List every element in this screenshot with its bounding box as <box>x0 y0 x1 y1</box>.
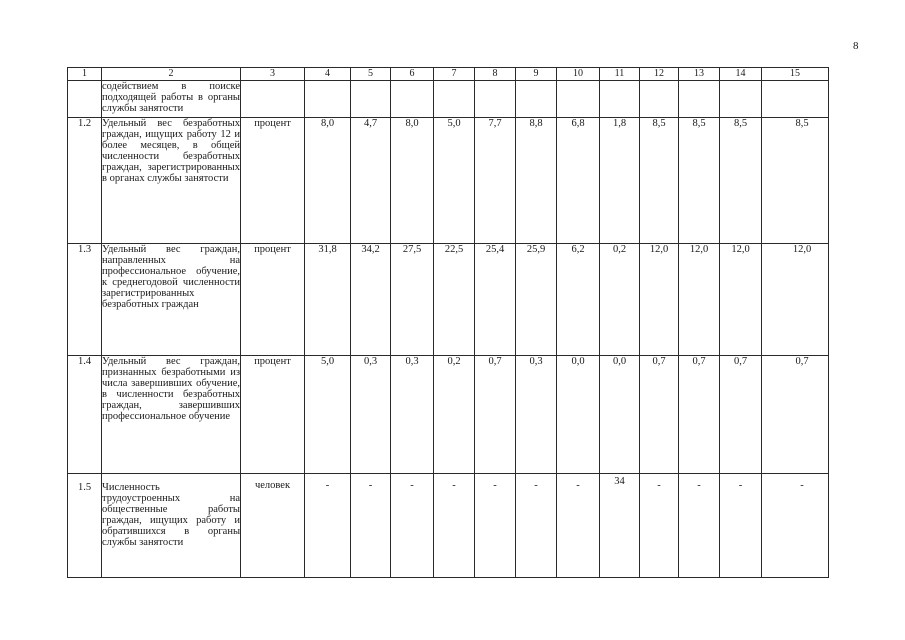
indicator-description: Удельный вес безработных граждан, ищущих работу 12 и более месяцев, в общей численности безработных граждан, зарегистрированных в органах службы занятости <box>102 118 241 244</box>
column-number: 7 <box>434 68 475 81</box>
row-number: 1.2 <box>68 118 102 244</box>
value-cell: - <box>351 474 391 578</box>
value-cell: 0,7 <box>762 356 829 474</box>
value-cell: 8,5 <box>762 118 829 244</box>
page-number: 8 <box>853 40 859 52</box>
column-number: 12 <box>640 68 679 81</box>
value-cell: 0,3 <box>516 356 557 474</box>
value-cell: 8,5 <box>640 118 679 244</box>
row-number: 1.5 <box>68 474 102 578</box>
column-number: 11 <box>600 68 640 81</box>
value-cell <box>305 81 351 118</box>
table-row <box>68 118 829 244</box>
unit-of-measure <box>241 81 305 118</box>
value-cell <box>391 81 434 118</box>
value-cell: 22,5 <box>434 244 475 356</box>
table-row <box>68 474 829 578</box>
column-number: 14 <box>720 68 762 81</box>
value-cell: 0,7 <box>679 356 720 474</box>
value-cell <box>351 81 391 118</box>
row-number <box>68 81 102 118</box>
column-number: 9 <box>516 68 557 81</box>
value-cell: 0,3 <box>391 356 434 474</box>
value-cell <box>679 81 720 118</box>
indicators-table <box>67 67 829 578</box>
value-cell: 0,0 <box>600 356 640 474</box>
value-cell: 0,2 <box>600 244 640 356</box>
value-cell: 1,8 <box>600 118 640 244</box>
value-cell: 27,5 <box>391 244 434 356</box>
value-cell: 0,2 <box>434 356 475 474</box>
value-cell: 0,7 <box>640 356 679 474</box>
indicator-description: Удельный вес граждан, признанных безработными из числа завершивших обучение, в численности безработных граждан, завершивших профессиональное обучение <box>102 356 241 474</box>
value-cell: - <box>762 474 829 578</box>
value-cell: - <box>475 474 516 578</box>
value-cell: 0,0 <box>557 356 600 474</box>
value-cell: 0,7 <box>475 356 516 474</box>
table-row <box>68 244 829 356</box>
value-cell: 25,4 <box>475 244 516 356</box>
value-cell: - <box>516 474 557 578</box>
value-cell: 34 <box>600 474 640 578</box>
table-row <box>68 356 829 474</box>
value-cell <box>720 81 762 118</box>
value-cell <box>600 81 640 118</box>
value-cell: 12,0 <box>640 244 679 356</box>
row-number: 1.4 <box>68 356 102 474</box>
value-cell: - <box>557 474 600 578</box>
value-cell: 0,7 <box>720 356 762 474</box>
value-cell <box>434 81 475 118</box>
value-cell: - <box>640 474 679 578</box>
unit-of-measure: человек <box>241 474 305 578</box>
value-cell: 6,8 <box>557 118 600 244</box>
value-cell: 31,8 <box>305 244 351 356</box>
value-cell: - <box>391 474 434 578</box>
value-cell <box>475 81 516 118</box>
table-row <box>68 81 829 118</box>
indicator-description: Численность трудоустроенных на общественные работы граждан, ищущих работу и обратившихся в органы службы занятости <box>102 474 241 578</box>
value-cell: 5,0 <box>305 356 351 474</box>
column-number: 10 <box>557 68 600 81</box>
value-cell <box>762 81 829 118</box>
column-number: 6 <box>391 68 434 81</box>
value-cell: 8,8 <box>516 118 557 244</box>
value-cell: 8,5 <box>679 118 720 244</box>
value-cell: 12,0 <box>720 244 762 356</box>
row-number: 1.3 <box>68 244 102 356</box>
column-number: 2 <box>102 68 241 81</box>
value-cell: 8,0 <box>391 118 434 244</box>
column-number: 3 <box>241 68 305 81</box>
value-cell: 8,0 <box>305 118 351 244</box>
value-cell: - <box>720 474 762 578</box>
column-number: 15 <box>762 68 829 81</box>
value-cell: 4,7 <box>351 118 391 244</box>
column-number: 4 <box>305 68 351 81</box>
value-cell: - <box>434 474 475 578</box>
value-cell: 6,2 <box>557 244 600 356</box>
value-cell: - <box>305 474 351 578</box>
value-cell: 34,2 <box>351 244 391 356</box>
value-cell <box>557 81 600 118</box>
value-cell: 8,5 <box>720 118 762 244</box>
column-number: 1 <box>68 68 102 81</box>
value-cell: - <box>679 474 720 578</box>
column-number: 5 <box>351 68 391 81</box>
unit-of-measure: процент <box>241 244 305 356</box>
value-cell <box>640 81 679 118</box>
value-cell: 25,9 <box>516 244 557 356</box>
value-cell: 5,0 <box>434 118 475 244</box>
indicator-description: содействием в поиске подходящей работы в органы службы занятости <box>102 81 241 118</box>
unit-of-measure: процент <box>241 118 305 244</box>
indicator-description: Удельный вес граждан, направленных на профессиональное обучение, к среднегодовой численности зарегистрированных безработных граждан <box>102 244 241 356</box>
value-cell <box>516 81 557 118</box>
column-number: 8 <box>475 68 516 81</box>
value-cell: 7,7 <box>475 118 516 244</box>
unit-of-measure: процент <box>241 356 305 474</box>
value-cell: 12,0 <box>762 244 829 356</box>
value-cell: 12,0 <box>679 244 720 356</box>
column-number-row <box>68 68 829 81</box>
value-cell: 0,3 <box>351 356 391 474</box>
column-number: 13 <box>679 68 720 81</box>
